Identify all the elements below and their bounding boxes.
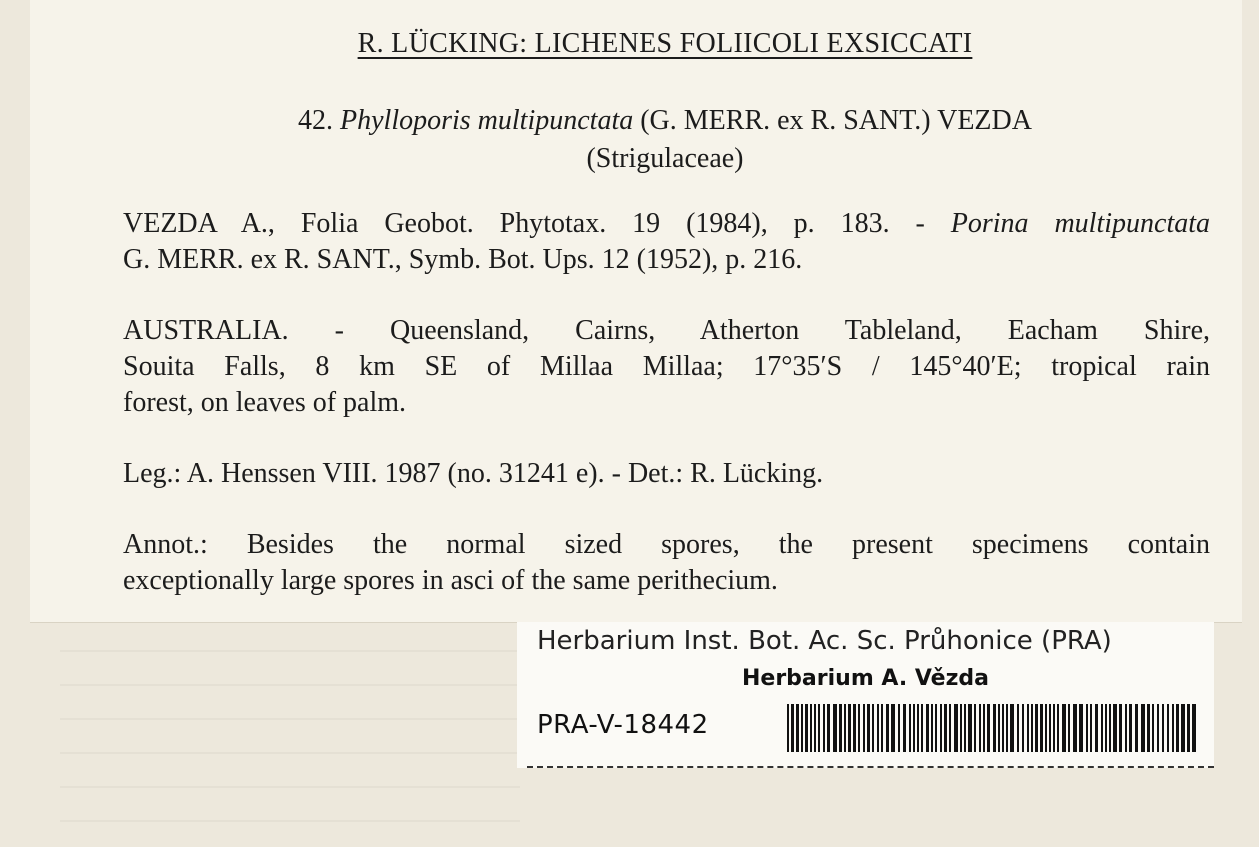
bleed-through-texture — [60, 650, 520, 840]
specimen-id: PRA-V-18442 — [537, 710, 709, 740]
reference-paragraph — [123, 206, 1210, 278]
species-block — [30, 102, 1259, 178]
species-binomial: Phylloporis multipunctata — [340, 105, 634, 136]
basionym: Porina multipunctata — [950, 208, 1210, 239]
annotation-paragraph — [123, 527, 1210, 599]
locality-paragraph — [123, 313, 1210, 421]
collection-name: Herbarium A. Vězda — [741, 666, 989, 691]
series-title: R. LÜCKING: LICHENES FOLIICOLI EXSICCATI — [357, 28, 973, 59]
reference-line-1: VEZDA A., Folia Geobot. Phytotax. 19 (1984), p. 183. - Porina multipunctata — [123, 208, 1210, 239]
species-number: 42. — [298, 105, 334, 136]
reference-line-2: G. MERR. ex R. SANT., Symb. Bot. Ups. 12 (1952), p. 216. — [123, 244, 803, 275]
herbarium-barcode-label — [517, 622, 1214, 768]
species-authority: (G. MERR. ex R. SANT.) VEZDA — [640, 105, 1032, 136]
species-family: (Strigulaceae) — [586, 143, 744, 174]
annotation-line-2: exceptionally large spores in asci of the same perithecium. — [123, 565, 778, 596]
institution-name: Herbarium Inst. Bot. Ac. Sc. Průhonice (PRA) — [537, 626, 1112, 656]
collector-paragraph — [123, 456, 1210, 492]
exsiccata-label — [30, 0, 1242, 622]
species-name-line — [30, 102, 1259, 140]
annotation-line-1: Annot.: Besides the normal sized spores, the present specimens contain — [123, 529, 1210, 560]
locality-line-1: AUSTRALIA. - Queensland, Cairns, Atherton Tableland, Eacham Shire, — [123, 315, 1210, 346]
locality-line-2: Souita Falls, 8 km SE of Millaa Millaa; 17°35′S / 145°40′E; tropical rain — [123, 351, 1210, 382]
collector-line: Leg.: A. Henssen VIII. 1987 (no. 31241 e). - Det.: R. Lücking. — [123, 458, 824, 489]
locality-line-3: forest, on leaves of palm. — [123, 387, 407, 418]
barcode-icon — [787, 704, 1197, 752]
cut-line — [527, 766, 1214, 768]
